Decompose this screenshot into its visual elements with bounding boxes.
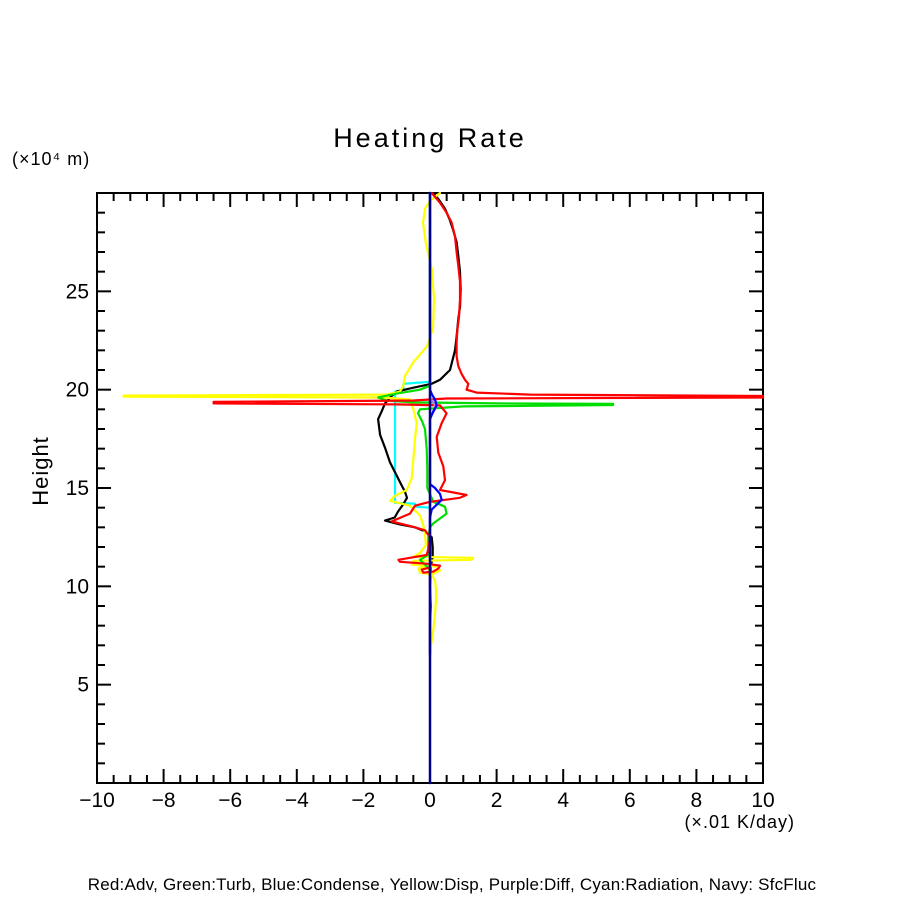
y-tick-label: 20 — [65, 378, 89, 402]
legend-caption: Red:Adv, Green:Turb, Blue:Condense, Yellow:Disp, Purple:Diff, Cyan:Radiation, Navy: SfcFluc — [87, 875, 817, 894]
x-tick-label: 6 — [623, 789, 636, 812]
y-tick-label: 5 — [77, 673, 89, 697]
x-tick-label: 8 — [690, 789, 703, 812]
x-tick-label: 10 — [751, 789, 775, 812]
x-tick-label: −4 — [284, 789, 309, 812]
y-tick-label: 15 — [65, 477, 89, 500]
x-tick-label: 2 — [490, 789, 503, 812]
x-tick-label: −8 — [151, 789, 176, 812]
x-tick-label: −6 — [218, 789, 243, 812]
series-turb — [378, 193, 613, 577]
y-tick-label: 25 — [65, 280, 89, 304]
x-tick-label: 4 — [557, 789, 570, 812]
chart-title: Heating Rate — [333, 123, 527, 153]
x-tick-label: 0 — [424, 789, 436, 812]
y-tick-label: 10 — [65, 575, 89, 599]
series-black-unlabeled — [378, 193, 461, 653]
x-tick-label: −2 — [351, 789, 376, 812]
x-tick-label: −10 — [79, 789, 115, 812]
series-adv — [214, 193, 763, 584]
y-axis-unit-label: (×10⁴ m) — [12, 149, 91, 169]
y-axis-title: Height — [28, 436, 53, 506]
x-axis-unit-label: (×.01 K/day) — [684, 812, 795, 832]
